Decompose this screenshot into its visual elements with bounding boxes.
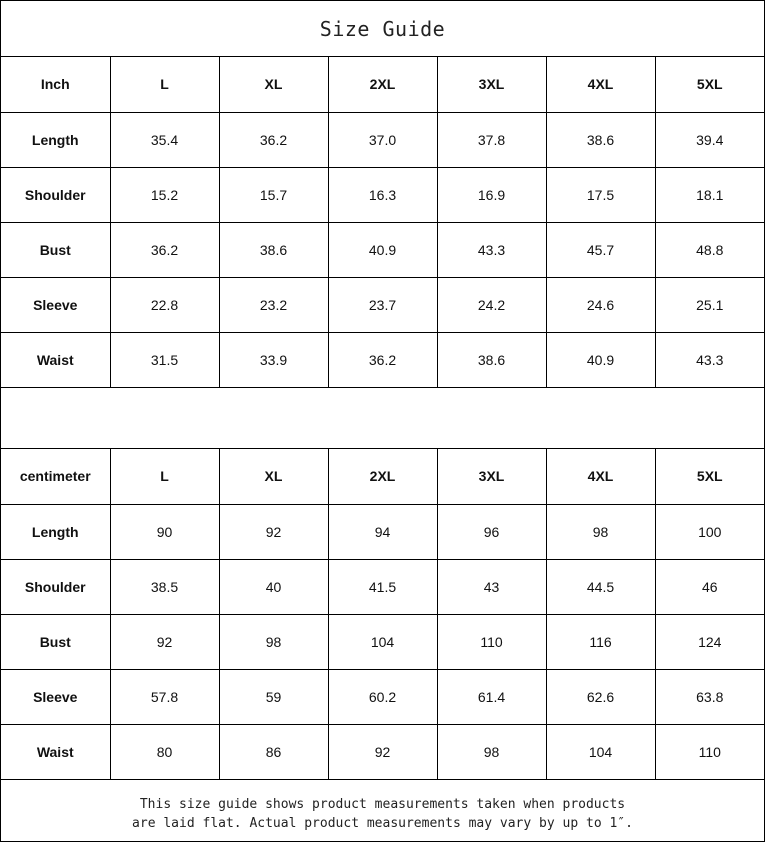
measurement-cell: 96: [437, 504, 546, 559]
table-row: [1, 669, 764, 724]
measurement-cell: 98: [546, 504, 655, 559]
table-spacer-row: [1, 393, 764, 449]
size-header: 4XL: [546, 449, 655, 504]
measurement-cell: 46: [655, 559, 764, 614]
measurement-cell: 62.6: [546, 669, 655, 724]
measurement-cell: 94: [328, 504, 437, 559]
measurement-cell: 25.1: [655, 277, 764, 332]
measurement-cell: 59: [219, 669, 328, 724]
measurement-cell: 22.8: [110, 277, 219, 332]
size-header: 2XL: [328, 57, 437, 112]
measurement-cell: 116: [546, 614, 655, 669]
measurement-cell: 36.2: [219, 112, 328, 167]
measurement-cell: 15.7: [219, 167, 328, 222]
cm-header-row: [1, 449, 764, 504]
table-row: [1, 332, 764, 387]
measurement-cell: 38.6: [546, 112, 655, 167]
measurement-cell: 31.5: [110, 332, 219, 387]
row-label: Shoulder: [1, 167, 110, 222]
row-label: Waist: [1, 724, 110, 779]
measurement-cell: 104: [328, 614, 437, 669]
measurement-cell: 38.5: [110, 559, 219, 614]
measurement-cell: 60.2: [328, 669, 437, 724]
table-row: [1, 724, 764, 779]
measurement-cell: 61.4: [437, 669, 546, 724]
measurement-cell: 40.9: [328, 222, 437, 277]
table-row: [1, 222, 764, 277]
row-label: Length: [1, 112, 110, 167]
measurement-cell: 90: [110, 504, 219, 559]
measurement-cell: 110: [655, 724, 764, 779]
size-header: 4XL: [546, 57, 655, 112]
measurement-cell: 24.6: [546, 277, 655, 332]
unit-label-cm: centimeter: [1, 449, 110, 504]
measurement-cell: 33.9: [219, 332, 328, 387]
measurement-cell: 37.0: [328, 112, 437, 167]
measurement-cell: 63.8: [655, 669, 764, 724]
measurement-cell: 92: [219, 504, 328, 559]
page-title: Size Guide: [1, 1, 764, 57]
measurement-cell: 39.4: [655, 112, 764, 167]
measurement-cell: 40.9: [546, 332, 655, 387]
measurement-cell: 37.8: [437, 112, 546, 167]
measurement-cell: 124: [655, 614, 764, 669]
measurement-cell: 38.6: [219, 222, 328, 277]
measurement-cell: 80: [110, 724, 219, 779]
row-label: Length: [1, 504, 110, 559]
measurement-cell: 15.2: [110, 167, 219, 222]
measurement-cell: 38.6: [437, 332, 546, 387]
measurement-cell: 104: [546, 724, 655, 779]
measurement-cell: 98: [219, 614, 328, 669]
measurement-cell: 18.1: [655, 167, 764, 222]
measurement-cell: 92: [110, 614, 219, 669]
measurement-cell: 16.9: [437, 167, 546, 222]
measurement-cell: 48.8: [655, 222, 764, 277]
measurement-cell: 40: [219, 559, 328, 614]
measurement-cell: 36.2: [328, 332, 437, 387]
measurement-cell: 44.5: [546, 559, 655, 614]
measurement-cell: 23.7: [328, 277, 437, 332]
size-header: 5XL: [655, 449, 764, 504]
measurement-cell: 100: [655, 504, 764, 559]
measurement-cell: 86: [219, 724, 328, 779]
row-label: Bust: [1, 222, 110, 277]
unit-label-inch: Inch: [1, 57, 110, 112]
measurement-cell: 43.3: [655, 332, 764, 387]
row-label: Waist: [1, 332, 110, 387]
row-label: Bust: [1, 614, 110, 669]
table-row: [1, 167, 764, 222]
measurement-cell: 57.8: [110, 669, 219, 724]
measurement-cell: 17.5: [546, 167, 655, 222]
row-label: Sleeve: [1, 277, 110, 332]
measurement-cell: 23.2: [219, 277, 328, 332]
table-row: [1, 504, 764, 559]
measurement-cell: 43.3: [437, 222, 546, 277]
size-header: 2XL: [328, 449, 437, 504]
measurement-note: [1, 786, 764, 841]
note-line: are laid flat. Actual product measurements may vary by up to 1″.: [132, 815, 633, 831]
size-header: 5XL: [655, 57, 764, 112]
table-row: [1, 559, 764, 614]
measurement-cell: 16.3: [328, 167, 437, 222]
table-row: [1, 277, 764, 332]
size-header: 3XL: [437, 57, 546, 112]
inch-header-row: [1, 57, 764, 112]
table-row: [1, 614, 764, 669]
measurement-cell: 41.5: [328, 559, 437, 614]
row-label: Sleeve: [1, 669, 110, 724]
row-label: Shoulder: [1, 559, 110, 614]
inch-size-table: [1, 57, 764, 388]
measurement-cell: 24.2: [437, 277, 546, 332]
measurement-cell: 36.2: [110, 222, 219, 277]
size-header: L: [110, 57, 219, 112]
size-header: L: [110, 449, 219, 504]
table-row: [1, 112, 764, 167]
cm-size-table: [1, 449, 764, 780]
measurement-cell: 43: [437, 559, 546, 614]
size-header: XL: [219, 57, 328, 112]
note-line: This size guide shows product measurements taken when products: [139, 796, 626, 812]
measurement-cell: 92: [328, 724, 437, 779]
size-header: XL: [219, 449, 328, 504]
measurement-cell: 35.4: [110, 112, 219, 167]
measurement-cell: 45.7: [546, 222, 655, 277]
size-header: 3XL: [437, 449, 546, 504]
measurement-cell: 110: [437, 614, 546, 669]
measurement-cell: 98: [437, 724, 546, 779]
